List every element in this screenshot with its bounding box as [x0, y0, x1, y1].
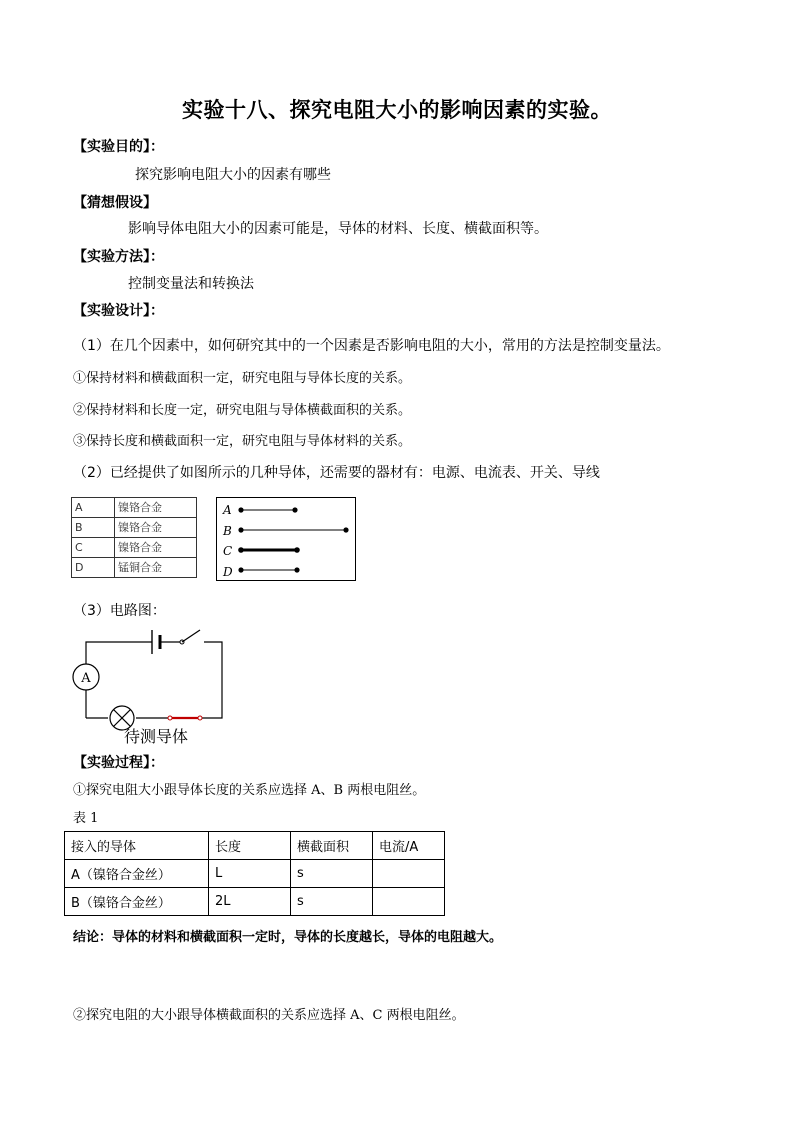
method-heading: 【实验方法】： [73, 249, 164, 265]
table-cell: 2L [209, 888, 291, 916]
wire-a [238, 507, 297, 512]
method-text: 控制变量法和转换法 [128, 276, 254, 292]
table-row [65, 888, 445, 916]
material-row [72, 498, 197, 518]
ammeter-icon [73, 664, 99, 690]
material-name: 镍铬合金 [115, 518, 197, 538]
circuit-wire-top-left [86, 642, 152, 664]
ammeter-label: A [81, 671, 91, 686]
table-cell: s [291, 888, 373, 916]
wire-label-a: A [223, 503, 232, 517]
table-cell: L [209, 860, 291, 888]
design-item-2: ②保持材料和长度一定，研究电阻与导体横截面积的关系。 [73, 403, 412, 418]
table-cell [373, 888, 445, 916]
page-title: 实验十八、探究电阻大小的影响因素的实验。 [182, 98, 612, 122]
conclusion: 结论：导体的材料和横截面积一定时，导体的长度越长，导体的电阻越大。 [73, 930, 503, 945]
table-cell: A（镍铬合金丝） [65, 860, 209, 888]
results-table [64, 831, 445, 916]
circuit-diagram [70, 624, 240, 754]
table-header-cell: 电流/A [373, 832, 445, 860]
circuit-wire-right [200, 642, 222, 718]
table-caption: 表 1 [73, 811, 99, 826]
material-name: 镍铬合金 [115, 538, 197, 558]
design-paragraph-3: （3）电路图： [73, 603, 166, 619]
material-name: 锰铜合金 [115, 558, 197, 578]
material-row [72, 518, 197, 538]
hypothesis-heading: 【猜想假设】 [73, 195, 157, 211]
wire-diagram-svg [217, 498, 355, 580]
design-item-1: ①保持材料和横截面积一定，研究电阻与导体长度的关系。 [73, 371, 412, 386]
design-heading: 【实验设计】： [73, 303, 164, 319]
wire-d [238, 567, 299, 572]
design-paragraph-2: （2）已经提供了如图所示的几种导体，还需要的器材有：电源、电流表、开关、导线 [73, 465, 600, 481]
table-header-row [65, 832, 445, 860]
material-row [72, 558, 197, 578]
material-label: C [72, 538, 115, 558]
wire-label-d: D [223, 565, 233, 579]
material-row [72, 538, 197, 558]
material-label: A [72, 498, 115, 518]
test-conductor [168, 716, 202, 720]
wire-b [238, 527, 348, 532]
wire-label-b: B [223, 524, 232, 538]
switch-icon [180, 630, 200, 644]
table-header-cell: 长度 [209, 832, 291, 860]
table-cell [373, 860, 445, 888]
process-heading: 【实验过程】： [73, 755, 164, 771]
design-item-3: ③保持长度和横截面积一定，研究电阻与导体材料的关系。 [73, 434, 412, 449]
purpose-text: 探究影响电阻大小的因素有哪些 [135, 167, 331, 183]
wire-diagram [216, 497, 356, 581]
design-paragraph-1: （1）在几个因素中，如何研究其中的一个因素是否影响电阻的大小，常用的方法是控制变量法。 [73, 338, 670, 354]
table-cell: B（镍铬合金丝） [65, 888, 209, 916]
table-row [65, 860, 445, 888]
material-label: D [72, 558, 115, 578]
material-table [71, 497, 197, 578]
process-step-2: ②探究电阻的大小跟导体横截面积的关系应选择 A、C 两根电阻丝。 [73, 1008, 465, 1023]
table-header-cell: 横截面积 [291, 832, 373, 860]
wire-c [238, 547, 300, 553]
material-label: B [72, 518, 115, 538]
table-cell: s [291, 860, 373, 888]
wire-label-c: C [223, 544, 233, 558]
table-header-cell: 接入的导体 [65, 832, 209, 860]
material-name: 镍铬合金 [115, 498, 197, 518]
circuit-caption: 待测导体 [123, 727, 189, 746]
process-step-1: ①探究电阻大小跟导体长度的关系应选择 A、B 两根电阻丝。 [73, 783, 426, 798]
purpose-heading: 【实验目的】： [73, 139, 164, 155]
hypothesis-text: 影响导体电阻大小的因素可能是，导体的材料、长度、横截面积等。 [128, 221, 548, 237]
